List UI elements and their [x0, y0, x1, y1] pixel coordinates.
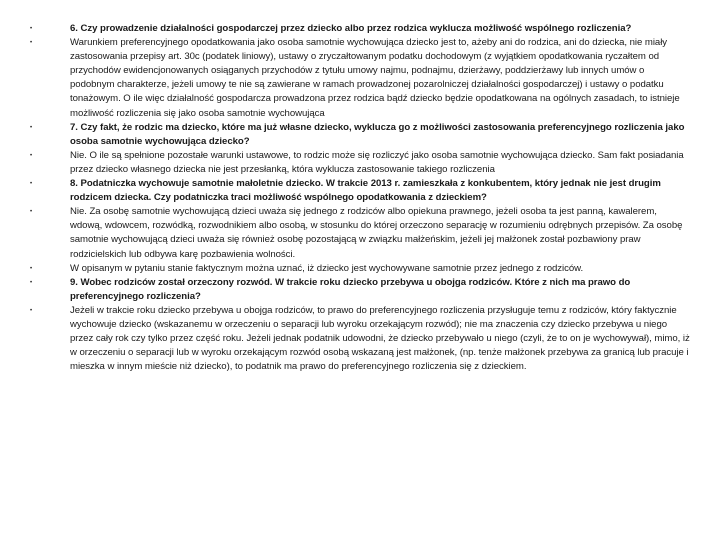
list-item — [30, 262, 690, 276]
bullet-icon: • — [30, 209, 33, 216]
question-text: 9. Wobec rodziców został orzeczony rozwód. W trakcie roku dziecko przebywa u obojga rodziców. Które z nich ma prawo do preferencyjnego rozliczenia? — [70, 276, 631, 302]
list-item — [30, 177, 690, 205]
answer-text: Nie. O ile są spełnione pozostałe warunki ustawowe, to rodzic może się rozliczyć jako osoba samotnie wychowująca dziecko. Sam fakt posiadania przez dziecko własnego dziecka nie jest przesłanką, która wyklucza zastosowanie takiego rozliczenia — [70, 149, 684, 175]
answer-text: W opisanym w pytaniu stanie faktycznym można uznać, iż dziecko jest wychowywane samotnie przez jednego z rodziców. — [70, 262, 584, 274]
answer-text: Jeżeli w trakcie roku dziecko przebywa u obojga rodziców, to prawo do preferencyjnego rozliczenia przysługuje temu z rodziców, który faktycznie wychowuje dziecko (wskazanemu w orzeczeniu o separacji lub wyroku orzekającym rozwód); nie ma znaczenia czy dziecko przebywa u niego przez cały rok czy tylko przez część roku. Jeżeli jednak podatnik udowodni, że dziecko przebywało u niego (czyli, że to on je wychowywał), mimo, iż w orzeczeniu o separacji lub w wyroku orzekającym rozwód osobą wskazaną jest małżonek, (np. tenże małżonek przebywa za granicą lub pracuje i mieszka w innym mieście niż dziecko), to podatnik ma prawo do preferencyjnego rozliczenia się z dzieckiem. — [70, 304, 690, 373]
bullet-icon: • — [30, 26, 33, 32]
bullet-icon: • — [30, 265, 33, 272]
bullet-list — [30, 22, 690, 374]
list-item — [30, 121, 690, 149]
bullet-icon: • — [30, 124, 33, 131]
list-item — [30, 36, 690, 121]
bullet-icon: • — [30, 40, 33, 47]
bullet-icon: • — [30, 279, 33, 286]
list-item — [30, 205, 690, 261]
question-text: 6. Czy prowadzenie działalności gospodarczej przez dziecko albo przez rodzica wyklucza możliwość wspólnego rozliczenia? — [70, 23, 632, 34]
bullet-icon: • — [30, 181, 33, 188]
question-text: 7. Czy fakt, że rodzic ma dziecko, które ma już własne dziecko, wyklucza go z możliwości zastosowania preferencyjnego rozliczenia jako osoba samotnie wychowująca dziecko? — [70, 121, 685, 147]
answer-text: Nie. Za osobę samotnie wychowującą dzieci uważa się jednego z rodziców albo opiekuna prawnego, jeżeli osoba ta jest panną, kawalerem, wdową, wdowcem, rozwódką, rozwodnikiem albo osobą, w stosunku do której orzeczono separację w rozumieniu odrębnych przepisów. Za osobę samotnie wychowującą dzieci uważa się również osobę pozostającą w związku małżeńskim, jeżeli jej małżonek został pozbawiony praw rodzicielskich lub odbywa karę pozbawienia wolności. — [70, 206, 683, 260]
question-text: 8. Podatniczka wychowuje samotnie małoletnie dziecko. W trakcie 2013 r. zamieszkała z konkubentem, który jednak nie jest drugim rodzicem dziecka. Czy podatniczka traci możliwość wspólnego opodatkowania z dzieckiem? — [70, 178, 661, 204]
list-item — [30, 149, 690, 177]
list-item — [30, 276, 690, 304]
bullet-icon: • — [30, 307, 33, 314]
list-item — [30, 22, 690, 36]
bullet-icon: • — [30, 152, 33, 159]
list-item — [30, 304, 690, 374]
answer-text: Warunkiem preferencyjnego opodatkowania jako osoba samotnie wychowująca dziecko jest to, ażeby ani do rodzica, ani do dziecka, nie miały zastosowania przepisy art. 30c (podatek liniowy), ustawy o zryczałtowanym podatku dochodowym (z wyjątkiem opodatkowania ryczałtem od przychodów ewidencjonowanych osiąganych przychodów z tytułu umowy najmu, podnajmu, dzierżawy, poddzierżawy lub innych umów o podobnym charakterze, jeżeli umowy te nie są zawierane w ramach prowadzonej pozarolniczej działalności gospodarczej) i ustawy o podatku tonażowym. O ile więc działalność gospodarcza prowadzona przez rodzica bądź dziecko będzie opodatkowana na ogólnych zasadach, to istnieje możliwość rozliczenia się jako osoba samotnie wychowująca — [70, 37, 680, 119]
